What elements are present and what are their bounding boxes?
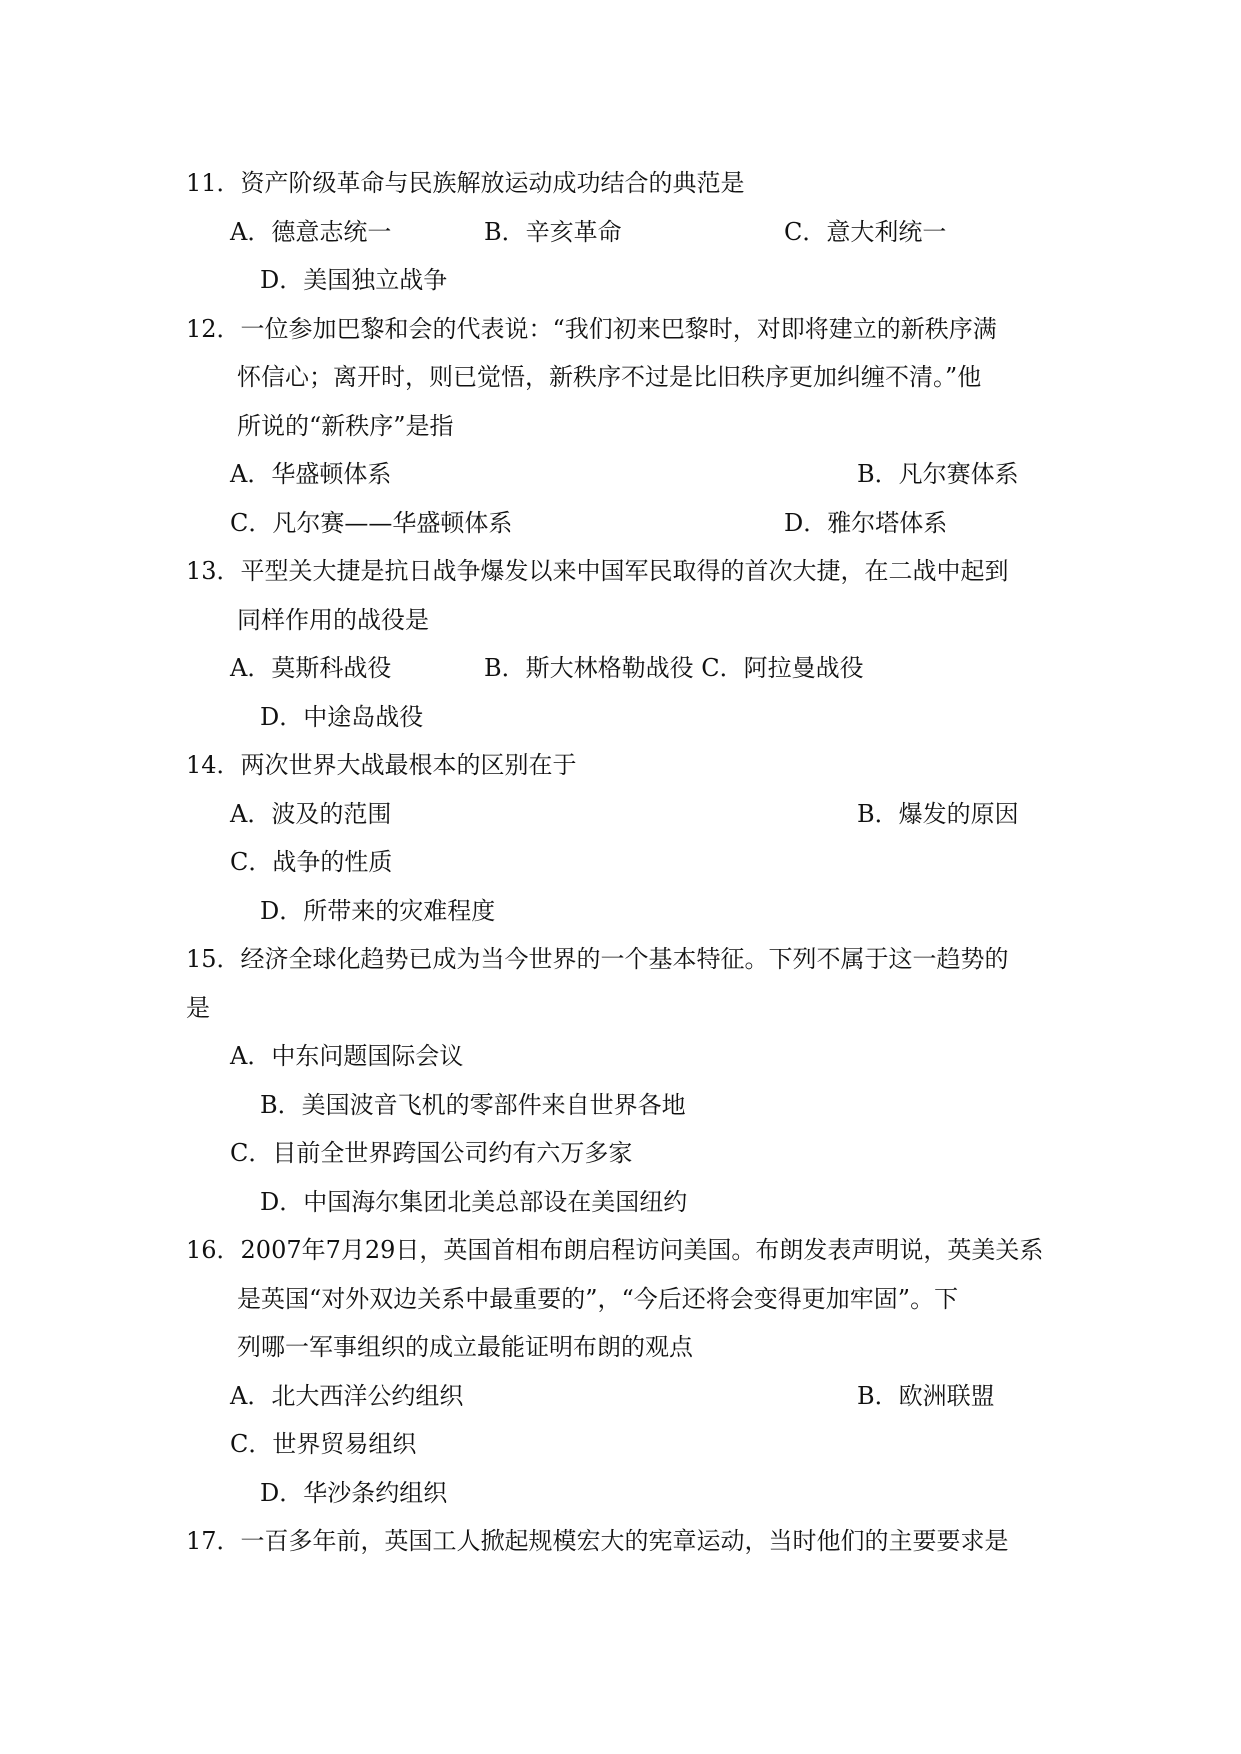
question-12-stem-line2: 怀信心；离开时，则已觉悟，新秩序不过是比旧秩序更加纠缠不清。”他 — [237, 363, 982, 391]
question-12-stem-line1: 12．一位参加巴黎和会的代表说：“我们初来巴黎时，对即将建立的新秩序满 — [186, 315, 997, 343]
question-12-stem-line3: 所说的“新秩序”是指 — [237, 412, 454, 440]
question-15-stem-line2: 是 — [186, 994, 210, 1022]
question-15-option-c: C．目前全世界跨国公司约有六万多家 — [230, 1139, 633, 1167]
question-11-option-c: C．意大利统一 — [784, 218, 947, 246]
question-13-option-d: D．中途岛战役 — [260, 703, 424, 731]
question-11-stem: 11．资产阶级革命与民族解放运动成功结合的典范是 — [186, 169, 745, 197]
question-16-option-a: A．北大西洋公约组织 — [230, 1382, 464, 1410]
question-14-option-d: D．所带来的灾难程度 — [260, 897, 496, 925]
question-14-option-b: B．爆发的原因 — [857, 800, 1019, 828]
question-15-option-b: B．美国波音飞机的零部件来自世界各地 — [260, 1091, 686, 1119]
question-13-stem-line2: 同样作用的战役是 — [237, 606, 429, 634]
question-14-option-a: A．波及的范围 — [230, 800, 392, 828]
question-17-stem: 17．一百多年前，英国工人掀起规模宏大的宪章运动，当时他们的主要要求是 — [186, 1527, 1009, 1555]
question-15-stem-line1: 15．经济全球化趋势已成为当今世界的一个基本特征。下列不属于这一趋势的 — [186, 945, 1009, 973]
question-15-option-a: A．中东问题国际会议 — [230, 1042, 464, 1070]
question-16-stem-line2: 是英国“对外双边关系中最重要的”，“今后还将会变得更加牢固”。下 — [237, 1285, 959, 1313]
question-13-option-a: A．莫斯科战役 — [230, 654, 392, 682]
question-16-stem-line3: 列哪一军事组织的成立最能证明布朗的观点 — [237, 1333, 693, 1361]
question-14-option-c: C．战争的性质 — [230, 848, 393, 876]
question-11-option-a: A．德意志统一 — [230, 218, 392, 246]
question-15-option-d: D．中国海尔集团北美总部设在美国纽约 — [260, 1188, 688, 1216]
question-12-option-b: B．凡尔赛体系 — [857, 460, 1019, 488]
question-16-stem-line1: 16．2007年7月29日，英国首相布朗启程访问美国。布朗发表声明说，英美关系 — [186, 1236, 1044, 1264]
question-16-option-d: D．华沙条约组织 — [260, 1479, 448, 1507]
question-14-stem: 14．两次世界大战最根本的区别在于 — [186, 751, 577, 779]
question-13-option-b-c: B．斯大林格勒战役 C．阿拉曼战役 — [484, 654, 864, 682]
question-13-stem-line1: 13．平型关大捷是抗日战争爆发以来中国军民取得的首次大捷，在二战中起到 — [186, 557, 1009, 585]
question-11-option-d: D．美国独立战争 — [260, 266, 448, 294]
question-11-option-b: B．辛亥革命 — [484, 218, 622, 246]
question-16-option-b: B．欧洲联盟 — [857, 1382, 995, 1410]
question-12-option-c: C．凡尔赛——华盛顿体系 — [230, 509, 513, 537]
question-12-option-a: A．华盛顿体系 — [230, 460, 392, 488]
question-16-option-c: C．世界贸易组织 — [230, 1430, 417, 1458]
question-12-option-d: D．雅尔塔体系 — [784, 509, 948, 537]
